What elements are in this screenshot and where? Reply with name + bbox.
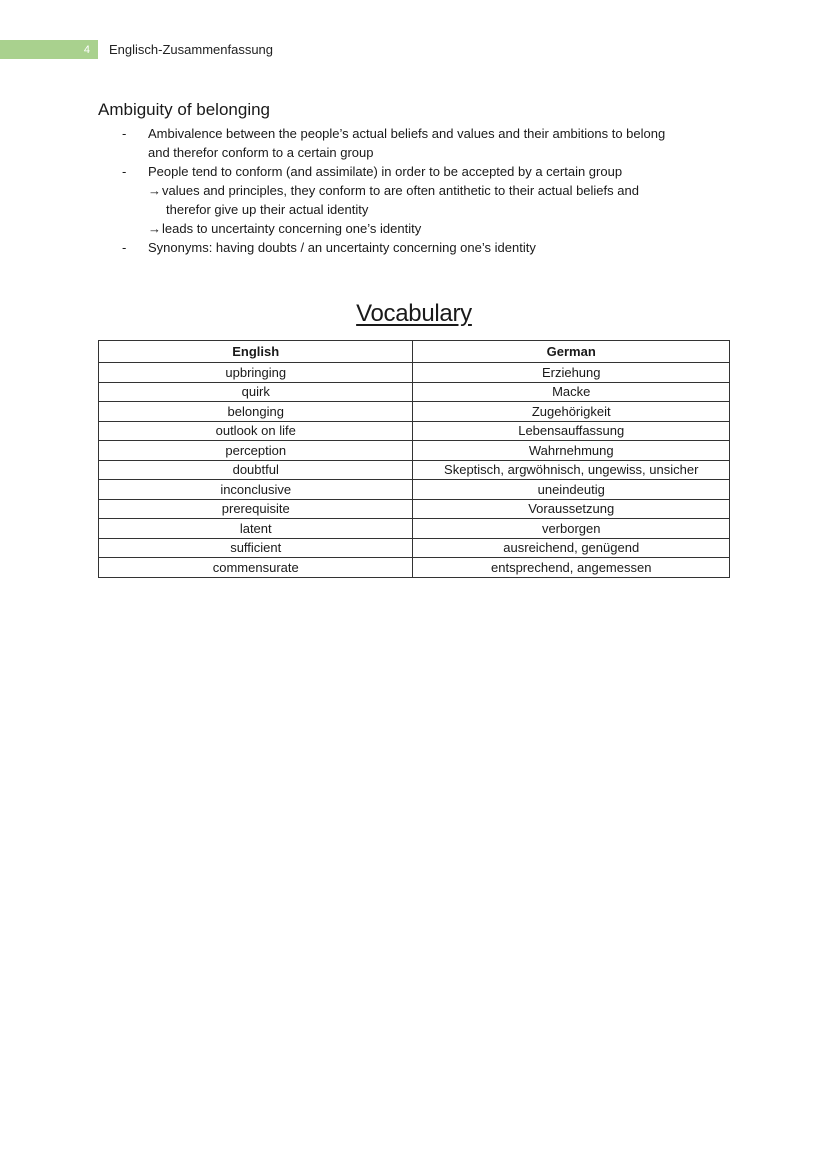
german-term-cell: Erziehung (413, 363, 730, 383)
german-term-cell: Macke (413, 382, 730, 402)
english-term-cell: inconclusive (99, 480, 413, 500)
vocabulary-title: Vocabulary (356, 300, 472, 327)
table-row (99, 538, 730, 558)
table-row (99, 441, 730, 461)
german-term-cell: verborgen (413, 519, 730, 539)
page-header (0, 40, 273, 59)
vocabulary-table (98, 340, 730, 578)
bullet-text-line: Synonyms: having doubts / an uncertainty concerning one’s identity (148, 240, 536, 255)
table-row (99, 519, 730, 539)
list-item (98, 124, 738, 162)
german-term-cell: entsprechend, angemessen (413, 558, 730, 578)
english-term-cell: upbringing (99, 363, 413, 383)
right-arrow-icon: → (148, 183, 161, 198)
english-term-cell: outlook on life (99, 421, 413, 441)
bullet-text-line: People tend to conform (and assimilate) in order to be accepted by a certain group (148, 164, 623, 179)
english-term-cell: doubtful (99, 460, 413, 480)
bullet-dash: - (122, 126, 127, 141)
document-title: Englisch-Zusammenfassung (109, 42, 274, 57)
table-row (99, 460, 730, 480)
german-term-cell: Skeptisch, argwöhnisch, ungewiss, unsicher (413, 460, 730, 480)
column-header-german: German (413, 341, 730, 363)
english-term-cell: prerequisite (99, 499, 413, 519)
bullet-list (98, 124, 738, 257)
arrow-line (148, 219, 738, 238)
page-number-bar (0, 40, 98, 59)
page-number: 4 (83, 43, 90, 56)
arrow-line-text: values and principles, they conform to are often antithetic to their actual beliefs and (162, 183, 639, 198)
bullet-dash: - (122, 240, 127, 255)
english-term-cell: belonging (99, 402, 413, 422)
bullet-dash: - (122, 164, 127, 179)
german-term-cell: Wahrnehmung (413, 441, 730, 461)
table-header-row (99, 341, 730, 363)
bullet-text-line: Ambivalence between the people’s actual beliefs and values and their ambitions to belong (148, 126, 666, 141)
table-row (99, 480, 730, 500)
english-term-cell: quirk (99, 382, 413, 402)
section-heading: Ambiguity of belonging (98, 100, 271, 119)
german-term-cell: uneindeutig (413, 480, 730, 500)
table-row (99, 363, 730, 383)
right-arrow-icon: → (148, 221, 161, 236)
german-term-cell: Lebensauffassung (413, 421, 730, 441)
table-row (99, 499, 730, 519)
english-term-cell: sufficient (99, 538, 413, 558)
arrow-line (148, 181, 738, 200)
german-term-cell: ausreichend, genügend (413, 538, 730, 558)
list-item (98, 162, 738, 238)
table-row (99, 382, 730, 402)
german-term-cell: Zugehörigkeit (413, 402, 730, 422)
english-term-cell: perception (99, 441, 413, 461)
table-body (99, 363, 730, 578)
bullet-text-line: and therefor conform to a certain group (148, 145, 374, 160)
arrow-line-text: leads to uncertainty concerning one’s identity (162, 221, 422, 236)
table-row (99, 421, 730, 441)
english-term-cell: latent (99, 519, 413, 539)
list-item (98, 238, 738, 257)
column-header-english: English (99, 341, 413, 363)
arrow-line-continuation: therefor give up their actual identity (166, 202, 369, 217)
english-term-cell: commensurate (99, 558, 413, 578)
table-row (99, 558, 730, 578)
table-row (99, 402, 730, 422)
german-term-cell: Voraussetzung (413, 499, 730, 519)
